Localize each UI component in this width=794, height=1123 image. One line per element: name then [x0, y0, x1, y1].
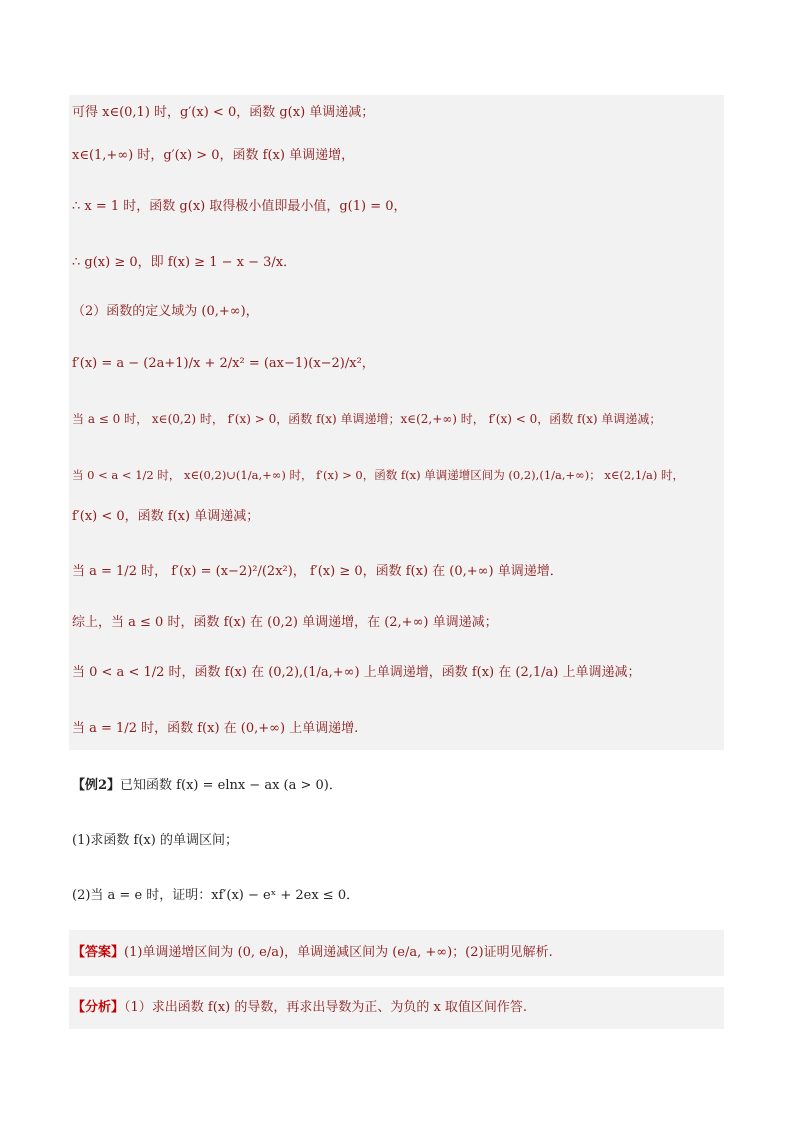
solution-line-4: ∴ g(x) ≥ 0，即 f(x) ≥ 1 − x − 3/x． [72, 255, 297, 270]
solution-line-5: （2）函数的定义域为 (0,+∞)， [72, 304, 259, 319]
solution-line-13: 当 a = 1/2 时，函数 f(x) 在 (0,+∞) 上单调递增. [72, 721, 359, 736]
solution-line-7: 当 a ≤ 0 时， x∈(0,2) 时， f′(x) > 0，函数 f(x) 单调递增；x∈(2,+∞) 时， f′(x) < 0，函数 f(x) 单调递减； [72, 412, 662, 426]
solution-line-8: 当 0 < a < 1/2 时， x∈(0,2)∪(1/a,+∞) 时， f′(x) > 0，函数 f(x) 单调递增区间为 (0,2),(1/a,+∞)； x∈(2,1/a) 时， [72, 468, 685, 482]
answer-line [72, 944, 553, 962]
solution-line-12: 当 0 < a < 1/2 时，函数 f(x) 在 (0,2),(1/a,+∞) 上单调递增，函数 f(x) 在 (2,1/a) 上单调递减； [72, 665, 641, 680]
answer-text: (1)单调递增区间为 (0, e/a)，单调递减区间为 (e/a, +∞)；(2)证明见解析. [124, 945, 553, 960]
solution-line-9: f′(x) < 0，函数 f(x) 单调递减； [72, 509, 260, 524]
solution-line-10: 当 a = 1/2 时， f′(x) = (x−2)²/(2x²)， f′(x) ≥ 0，函数 f(x) 在 (0,+∞) 单调递增． [72, 564, 563, 579]
example-tag: 【例2】 [72, 778, 121, 793]
solution-line-11: 综上，当 a ≤ 0 时，函数 f(x) 在 (0,2) 单调递增，在 (2,+∞) 单调递减； [72, 615, 498, 630]
solution-line-2: x∈(1,+∞) 时，g′(x) > 0，函数 f(x) 单调递增， [72, 148, 355, 163]
solution-line-6: f′(x) = a − (2a+1)/x + 2/x² = (ax−1)(x−2)/x²， [72, 356, 375, 371]
answer-tag: 【答案】 [72, 945, 125, 960]
question-2: (2)当 a = e 时，证明：xf′(x) − eˣ + 2ex ≤ 0． [72, 888, 360, 903]
example-title [72, 777, 342, 795]
question-1: (1)求函数 f(x) 的单调区间； [72, 833, 238, 848]
analysis-text: （1）求出函数 f(x) 的导数，再求出导数为正、为负的 x 取值区间作答. [124, 1000, 528, 1015]
solution-line-3: ∴ x = 1 时，函数 g(x) 取得极小值即最小值，g(1) = 0， [72, 199, 407, 214]
analysis-tag: 【分析】 [72, 1000, 125, 1015]
analysis-line [72, 999, 527, 1017]
example-statement: 已知函数 f(x) = elnx − ax (a > 0)． [120, 778, 342, 793]
solution-line-1: 可得 x∈(0,1) 时，g′(x) < 0，函数 g(x) 单调递减； [72, 105, 375, 120]
